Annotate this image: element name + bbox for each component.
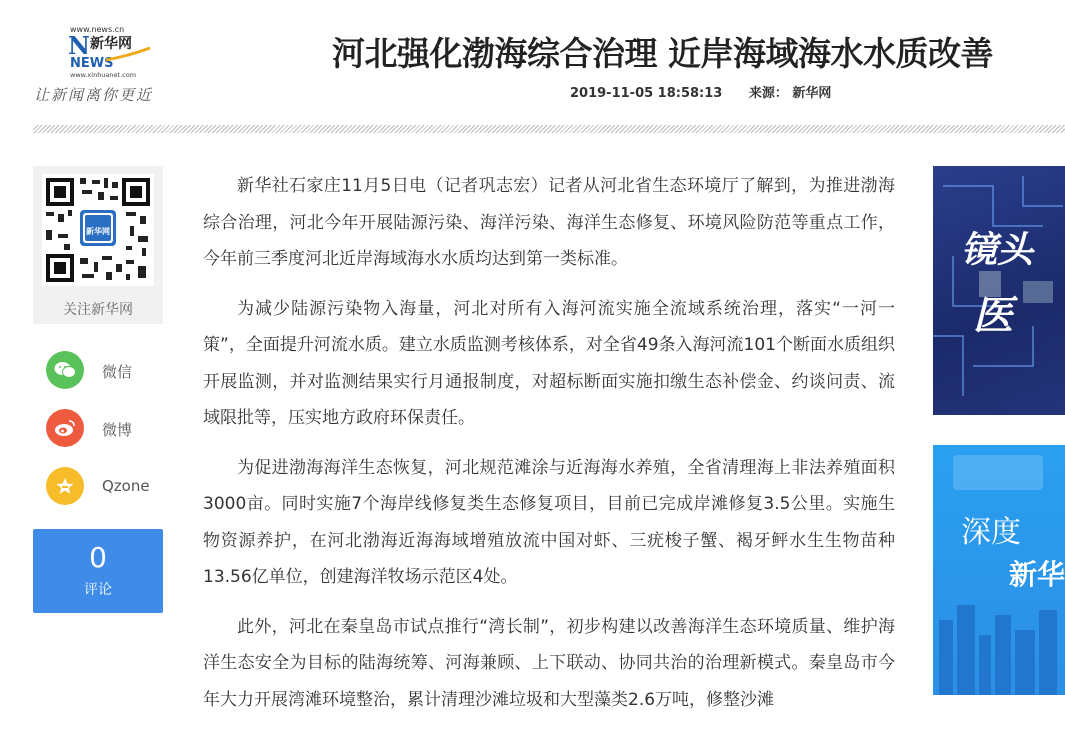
logo-brand: 新华网 <box>90 36 132 52</box>
article-paragraph: 此外，河北在秦皇岛市试点推行“湾长制”，初步构建以改善海洋生态环境质量、维护海洋生态安全为目标的陆海统筹、河海兼顾、上下联动、协同共治的治理新模式。秦皇岛市今年大力开展湾滩环境整治，累计清理沙滩垃圾和大型藻类2.6万吨，修整沙滩 <box>203 616 895 710</box>
comment-label: 评论 <box>84 582 112 598</box>
share-qzone-label: Qzone <box>102 477 150 495</box>
share-weibo-button[interactable] <box>46 409 166 449</box>
share-weibo-label: 微博 <box>102 421 133 439</box>
weibo-icon <box>46 409 84 447</box>
ad-banner-1-line2: 医 <box>973 293 1013 339</box>
qr-center-label: 新华网 <box>86 227 110 236</box>
comment-count: 0 <box>89 541 107 574</box>
article-paragraph: 为促进渤海海洋生态恢复，河北规范滩涂与近海海水养殖，全省清理海上非法养殖面积3000亩。同时实施7个海岸线修复类生态修复项目，目前已完成岸滩修复3.5公里。实施生物资源养护，在河北渤海近海海域增殖放流中国对虾、三疣梭子蟹、褐牙鲆水生生物苗种13.56亿单位，创建海洋牧场示范区4处。 <box>203 457 895 587</box>
ad-banner-2-line2: 新华 <box>1009 558 1065 591</box>
qr-follow-box[interactable] <box>33 166 163 324</box>
ad-banner-2-line1: 深度 <box>961 515 1021 550</box>
article-meta <box>570 82 831 101</box>
article-paragraph: 新华社石家庄11月5日电（记者巩志宏）记者从河北省生态环境厅了解到，为推进渤海综合治理，河北今年开展陆源污染、海洋污染、海洋生态修复、环境风险防范等重点工作，今年前三季度河北近岸海域海水水质均达到第一类标准。 <box>203 176 895 269</box>
logo-sub-domain: www.xinhuanet.com <box>70 71 137 79</box>
qr-follow-label: 关注新华网 <box>63 302 133 318</box>
share-wechat-label: 微信 <box>102 363 133 381</box>
logo-domain: www.news.cn <box>70 25 125 34</box>
publish-time: 2019-11-05 18:58:13 <box>570 86 723 101</box>
share-qzone-button[interactable] <box>46 467 166 507</box>
article-title: 河北强化渤海综合治理 近岸海域海水水质改善 <box>332 34 993 73</box>
share-wechat-button[interactable] <box>46 351 166 391</box>
comment-button[interactable] <box>33 529 163 613</box>
ad-banner-2[interactable] <box>933 445 1065 695</box>
logo-news: NEWS <box>70 56 114 71</box>
logo-n-letter: N <box>68 31 90 60</box>
ad-banner-1[interactable] <box>933 166 1065 415</box>
slogan: 让新闻离你更近 <box>34 86 154 104</box>
wechat-icon <box>46 351 84 389</box>
ad-banner-1-line1: 镜头 <box>961 230 1034 271</box>
article-source: 来源： 新华网 <box>748 86 832 101</box>
article-paragraph: 为减少陆源污染物入海量，河北对所有入海河流实施全流域系统治理，落实“一河一策”，全面提升河流水质。建立水质监测考核体系，对全省49条入海河流101个断面水质组织开展监测，并对监测结果实行月通报制度，对超标断面实施扣缴生态补偿金、约谈问责、流域限批等，压实地方政府环保责任。 <box>203 298 895 428</box>
qr-code <box>42 174 154 286</box>
qzone-icon <box>46 467 84 505</box>
header-divider <box>33 125 1065 133</box>
xinhua-logo[interactable] <box>66 24 156 80</box>
article-body <box>203 168 895 731</box>
